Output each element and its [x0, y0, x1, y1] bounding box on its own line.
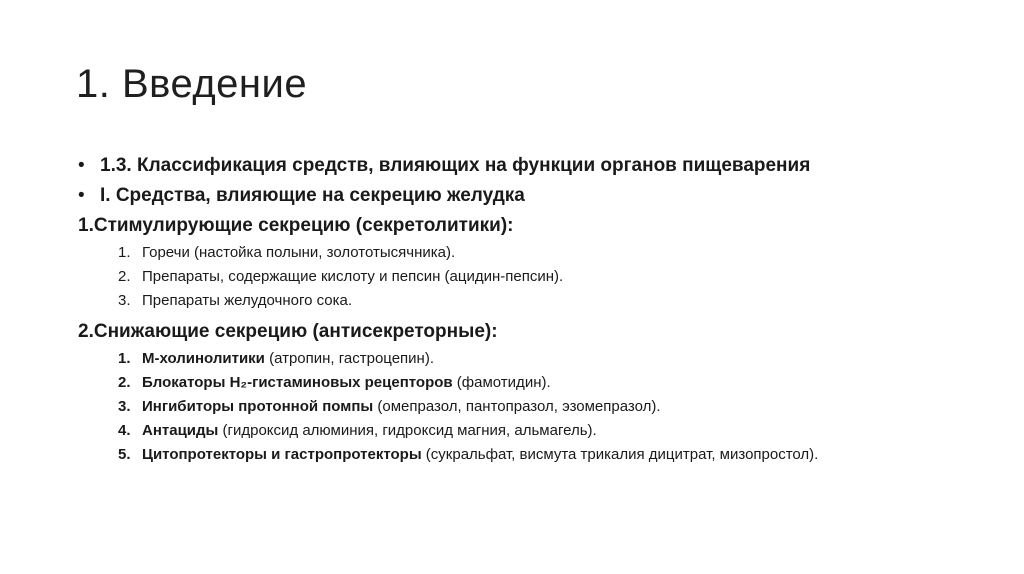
list-number: 3.: [118, 398, 131, 415]
drug-class: М-холинолитики: [142, 350, 265, 367]
section-heading-stimulating: 1.Стимулирующие секрецию (секретолитики):: [78, 215, 514, 236]
list-item: [118, 443, 922, 467]
bullet-text: I. Средства, влияющие на секрецию желудка: [100, 185, 525, 206]
drug-examples: (омепразол, пантопразол, эзомепразол).: [373, 398, 661, 415]
drug-class: Цитопротекторы и гастропротекторы: [142, 446, 422, 463]
list-item: [118, 241, 958, 265]
slide-title: 1. Введение: [76, 62, 308, 106]
slide-content: [78, 151, 958, 467]
list-text: Препараты, содержащие кислоту и пепсин (ацидин-пепсин).: [142, 268, 564, 285]
drug-class: Ингибиторы протонной помпы: [142, 398, 374, 415]
list-number: 5.: [118, 446, 131, 463]
stimulating-list: [78, 241, 958, 313]
list-number: 2.: [118, 374, 131, 391]
list-number: 2.: [118, 268, 131, 285]
bullet-text: 1.3. Классификация средств, влияющих на функции органов пищеварения: [100, 155, 811, 176]
antisecretory-list: [78, 347, 958, 467]
list-number: 1.: [118, 244, 131, 261]
bullet-dot: •: [78, 155, 85, 176]
list-text: Препараты желудочного сока.: [142, 292, 353, 309]
list-number: 3.: [118, 292, 131, 309]
bullet-item: [78, 181, 958, 211]
list-number: 4.: [118, 422, 131, 439]
drug-class: Блокаторы Н₂-гистаминовых рецепторов: [142, 374, 453, 391]
list-item: [118, 289, 958, 313]
list-item: [118, 347, 958, 371]
drug-class: Антациды: [142, 422, 219, 439]
list-item: [118, 371, 958, 395]
list-text: Горечи (настойка полыни, золототысячника).: [142, 244, 456, 261]
section-heading-antisecretory: 2.Снижающие секрецию (антисекреторные):: [78, 321, 498, 342]
list-item: [118, 265, 958, 289]
list-item: [118, 419, 958, 443]
list-item: [118, 395, 958, 419]
drug-examples: (атропин, гастроцепин).: [264, 350, 435, 367]
drug-examples: (фамотидин).: [452, 374, 551, 391]
drug-examples: (гидроксид алюминия, гидроксид магния, альмагель).: [218, 422, 597, 439]
drug-examples: (сукральфат, висмута трикалия дицитрат, мизопростол).: [421, 446, 819, 463]
bullet-dot: •: [78, 185, 85, 206]
list-number: 1.: [118, 350, 131, 367]
bullet-item: [78, 151, 958, 181]
